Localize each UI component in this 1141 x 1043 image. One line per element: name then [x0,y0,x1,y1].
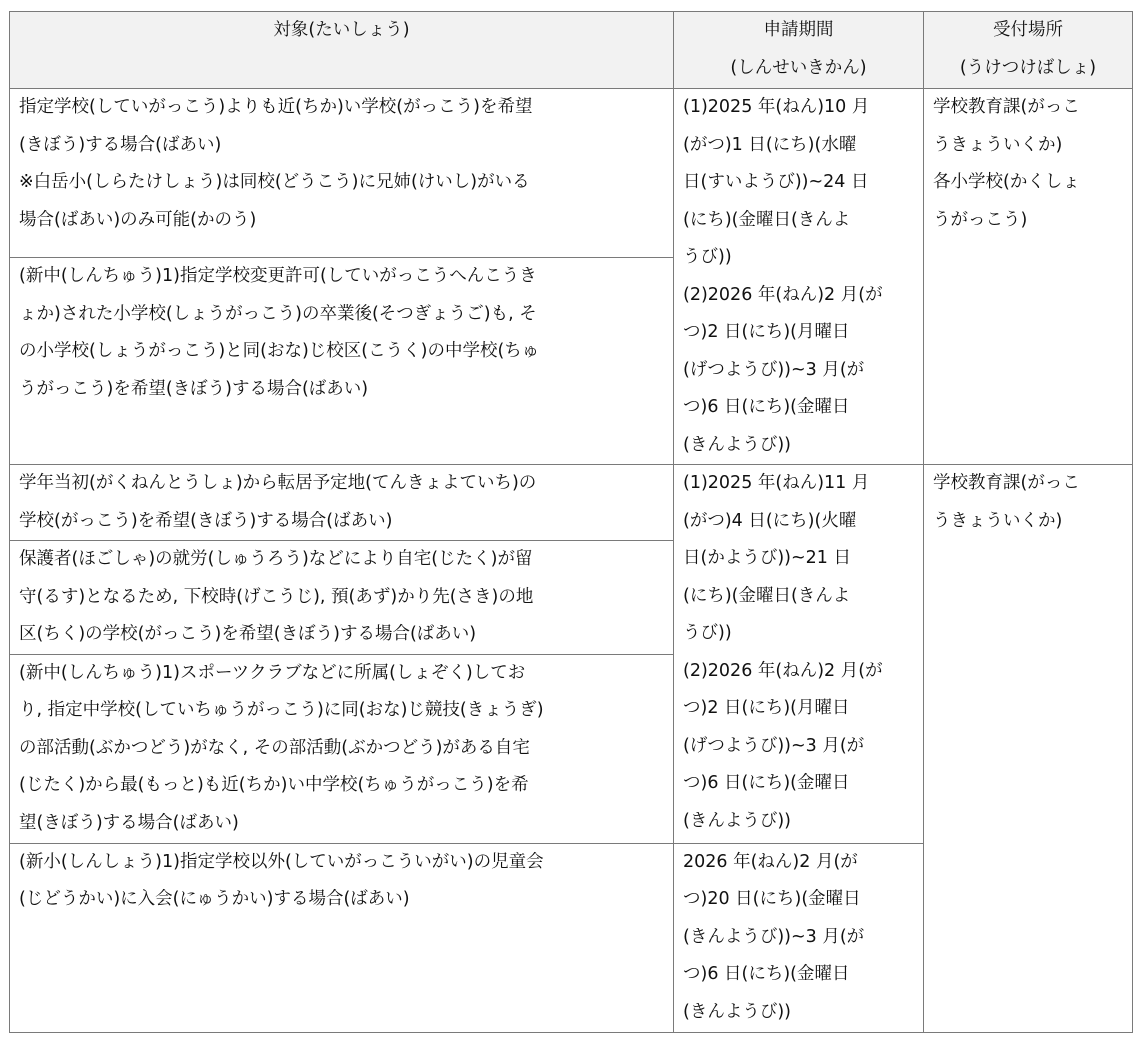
target-cell [10,843,674,1032]
place-line: うきょういくか) [933,510,1063,531]
period-line: つ)2 日(にち)(月曜日 [683,698,850,718]
period-line: つ)20 日(にち)(金曜日 [683,889,861,909]
application-schedule-table [9,11,1133,1033]
period-cell [674,465,924,844]
period-line: (がつ)1 日(にち)(水曜 [683,134,857,155]
period-line: (げつようび))~3 月(が [683,359,865,380]
target-line: 場合(ばあい)のみ可能(かのう) [19,209,257,230]
target-line: 学年当初(がくねんとうしょ)から転居予定地(てんきょよていち)の [19,473,537,493]
period-line: 日(かようび))~21 日 [683,548,851,568]
header-target-label: 対象(たいしょう) [273,20,410,40]
target-line: (新小(しんしょう)1)指定学校以外(していがっこういがい)の児童会 [19,851,544,872]
table-row [10,89,1133,258]
period-line: (きんようび)) [683,810,791,831]
target-line: 望(きぼう)する場合(ばあい) [19,812,239,833]
target-line: うがっこう)を希望(きぼう)する場合(ばあい) [19,378,369,399]
target-cell [10,89,674,258]
target-line: (じどうかい)に入会(にゅうかい)する場合(ばあい) [19,889,410,909]
target-cell [10,465,674,541]
place-cell [924,465,1133,1033]
header-period-reading: (しんせいきかん) [730,57,867,78]
place-line: 学校教育課(がっこ [933,97,1080,117]
period-line: (にち)(金曜日(きんよ [683,585,851,606]
period-line: (きんようび)) [683,434,791,455]
period-line: (にち)(金曜日(きんよ [683,209,851,230]
period-cell [674,843,924,1032]
header-period [674,12,924,89]
place-line: 学校教育課(がっこ [933,473,1080,493]
header-row [10,12,1133,89]
target-line: 守(るす)となるため, 下校時(げこうじ), 預(あず)かり先(さき)の地 [19,586,534,607]
period-line: うび)) [683,247,732,267]
target-line: (新中(しんちゅう)1)スポーツクラブなどに所属(しょぞく)してお [19,662,526,683]
target-line: (じたく)から最(もっと)も近(ちか)い中学校(ちゅうがっこう)を希 [19,775,529,795]
period-line: つ)6 日(にち)(金曜日 [683,964,850,984]
place-line: 各小学校(かくしょ [933,172,1080,192]
target-line: り, 指定中学校(していちゅうがっこう)に同(おな)じ競技(きょうぎ) [19,700,544,720]
header-place-reading: (うけつけばしょ) [959,57,1097,78]
target-line: の小学校(しょうがっこう)と同(おな)じ校区(こうく)の中学校(ちゅ [19,341,540,361]
period-line: 2026 年(ねん)2 月(が [683,851,858,872]
target-line: 区(ちく)の学校(がっこう)を希望(きぼう)する場合(ばあい) [19,624,477,644]
period-line: (きんようび))~3 月(が [683,926,865,947]
period-line: つ)2 日(にち)(月曜日 [683,322,850,342]
period-line: (きんようび)) [683,1001,791,1022]
period-line: (げつようび))~3 月(が [683,735,865,756]
target-cell [10,541,674,655]
target-cell [10,258,674,465]
target-line: 学校(がっこう)を希望(きぼう)する場合(ばあい) [19,510,393,531]
place-line: うきょういくか) [933,134,1063,155]
header-place [924,12,1133,89]
target-line: (新中(しんちゅう)1)指定学校変更許可(していがっこうへんこうき [19,266,537,286]
target-line: ょか)された小学校(しょうがっこう)の卒業後(そつぎょうご)も, そ [19,303,537,324]
period-line: (2)2026 年(ねん)2 月(が [683,284,883,305]
target-line: 保護者(ほごしゃ)の就労(しゅうろう)などにより自宅(じたく)が留 [19,549,533,569]
header-place-label: 受付場所 [993,20,1063,40]
period-line: うび)) [683,623,732,643]
header-target [10,12,674,89]
table-row [10,465,1133,541]
target-line: の部活動(ぶかつどう)がなく, その部活動(ぶかつどう)がある自宅 [19,737,530,758]
header-period-label: 申請期間 [763,20,834,40]
period-line: つ)6 日(にち)(金曜日 [683,773,850,793]
place-cell [924,89,1133,465]
period-line: (2)2026 年(ねん)2 月(が [683,660,883,681]
target-cell [10,654,674,843]
place-line: うがっこう) [933,209,1028,230]
target-line: 指定学校(していがっこう)よりも近(ちか)い学校(がっこう)を希望 [19,97,533,117]
period-line: つ)6 日(にち)(金曜日 [683,397,850,417]
period-cell [674,89,924,465]
period-line: (1)2025 年(ねん)10 月 [683,97,870,117]
target-line: ※白岳小(しらたけしょう)は同校(どうこう)に兄姉(けいし)がいる [19,172,530,192]
period-line: 日(すいようび))~24 日 [683,172,869,192]
target-line: (きぼう)する場合(ばあい) [19,134,222,155]
period-line: (1)2025 年(ねん)11 月 [683,473,870,493]
period-line: (がつ)4 日(にち)(火曜 [683,510,857,531]
